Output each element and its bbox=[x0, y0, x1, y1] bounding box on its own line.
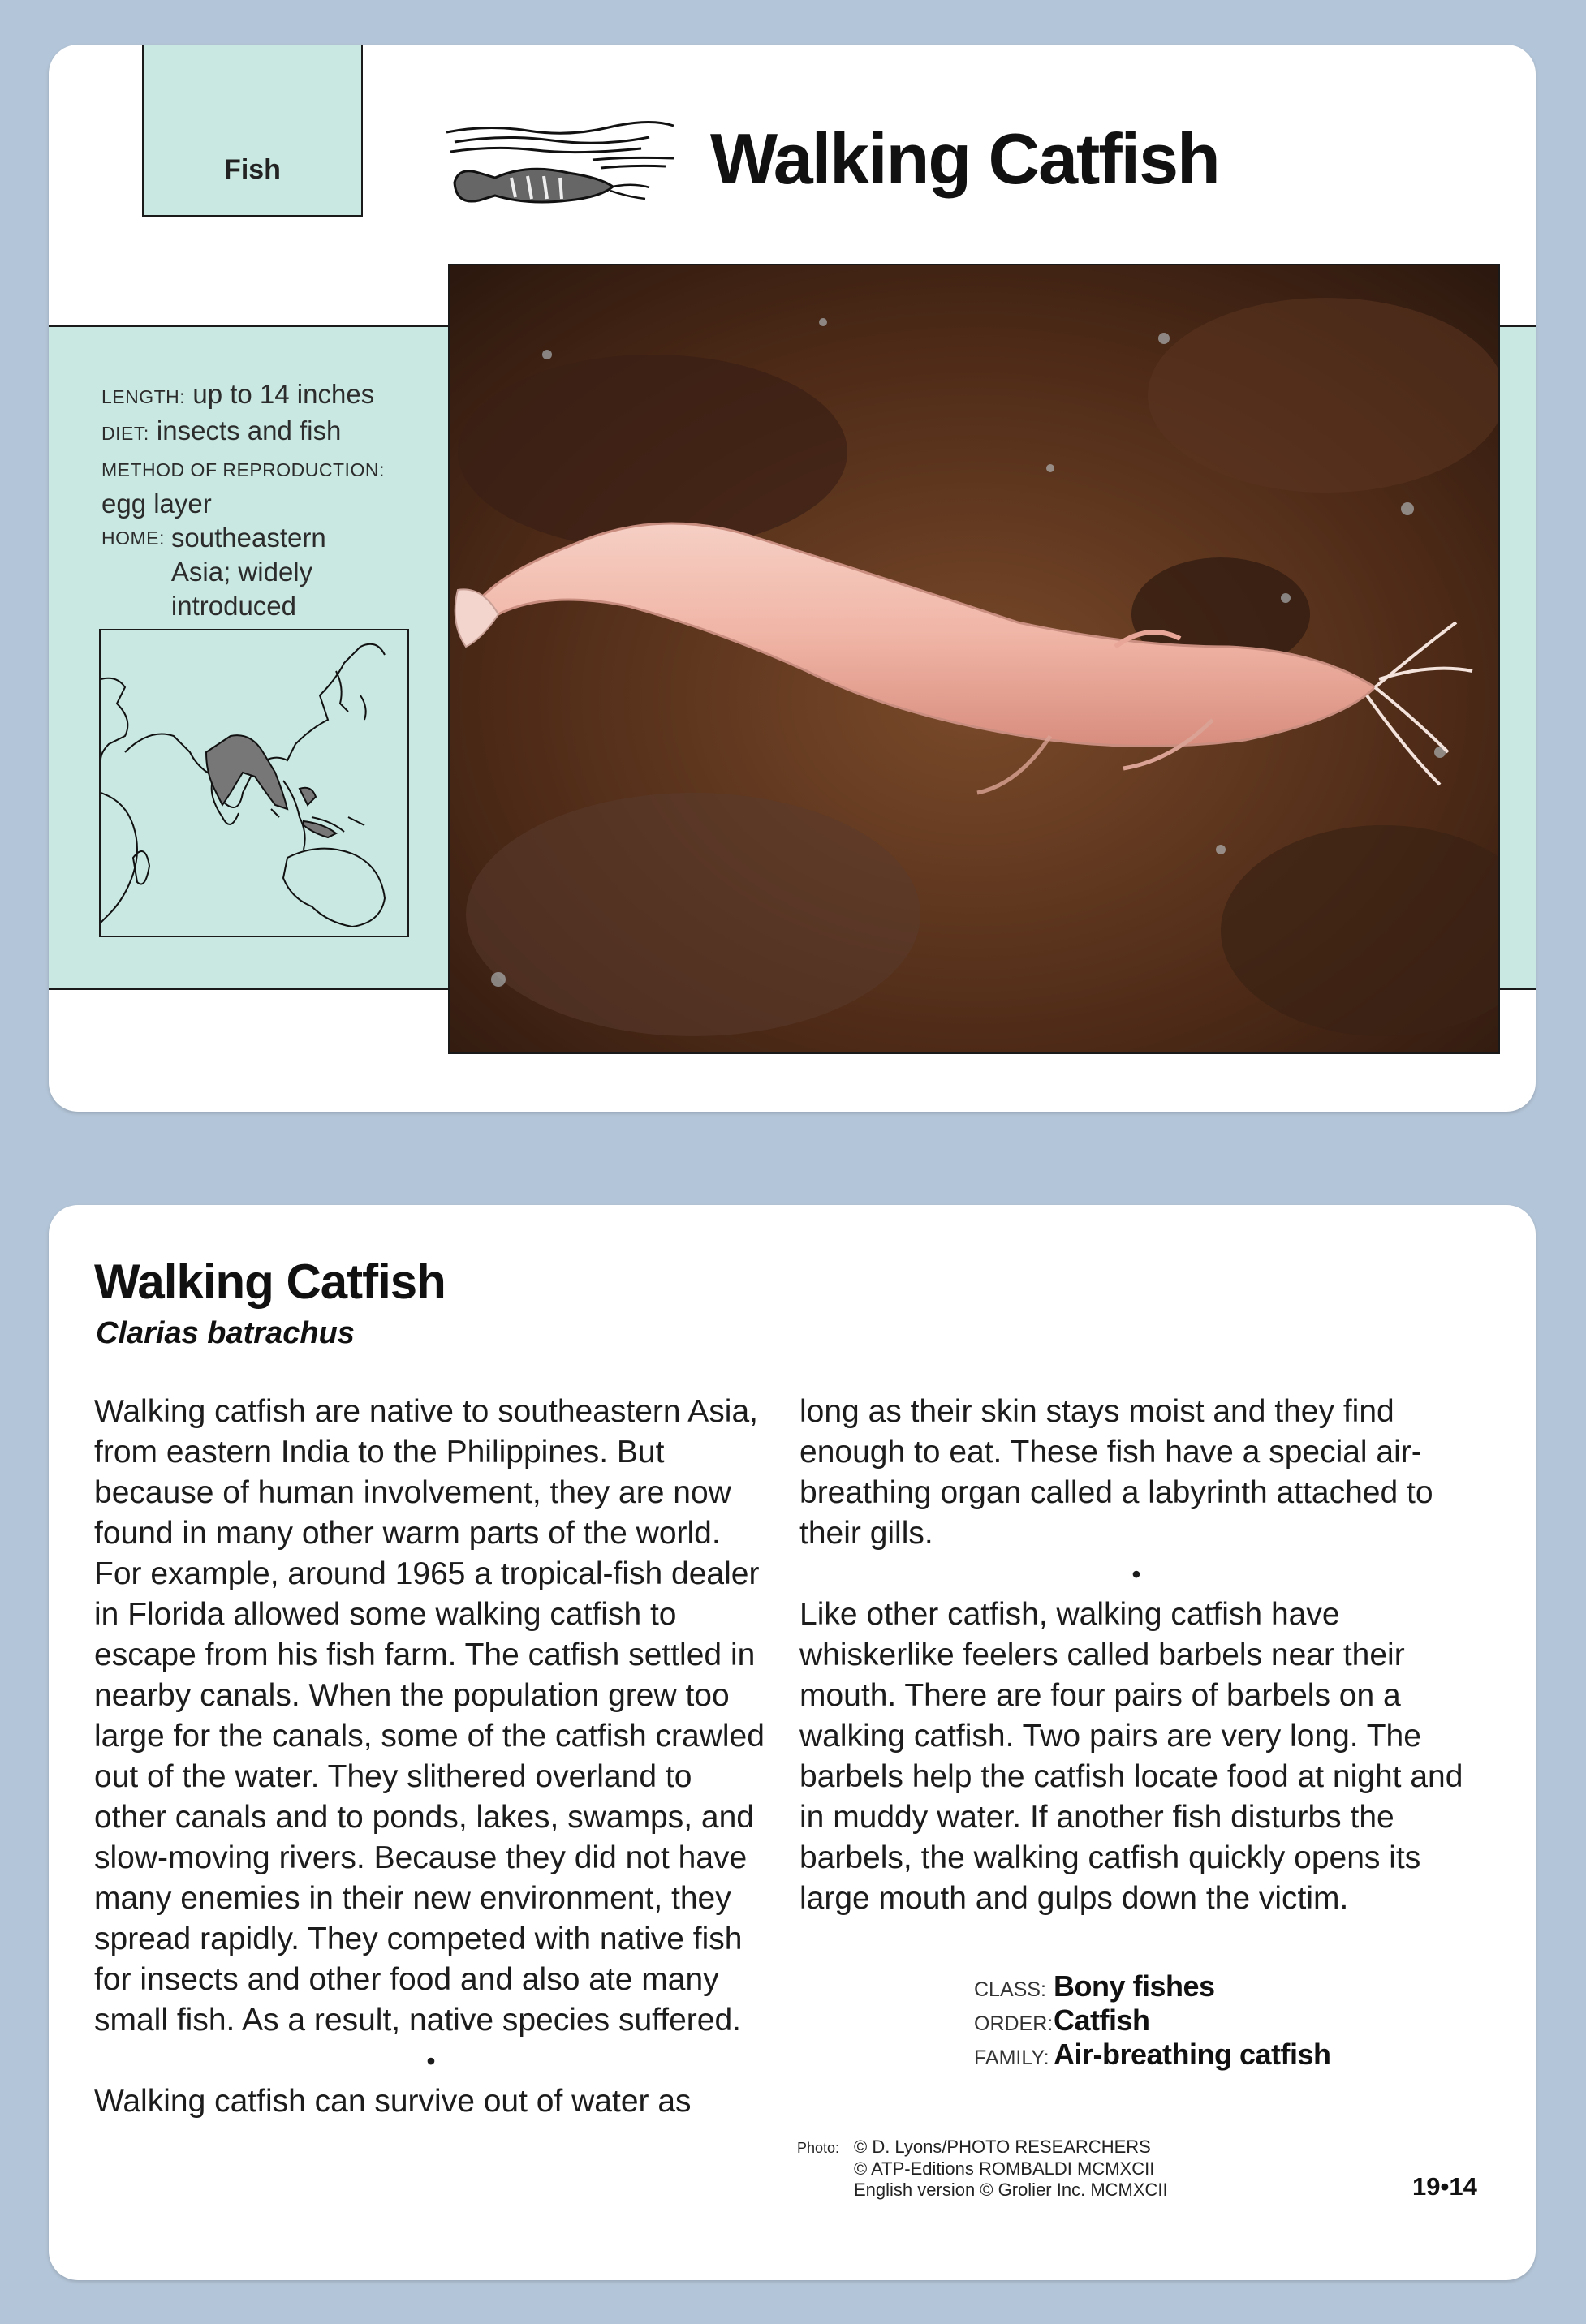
catfish-photo-image bbox=[450, 265, 1498, 1052]
fact-home: HOME: southeastern Asia; widely introduced elsewhere bbox=[101, 523, 326, 655]
taxonomy-class: CLASS: Bony fishes bbox=[974, 1969, 1215, 2003]
card-title: Walking Catfish bbox=[710, 118, 1219, 199]
taxonomy-family: FAMILY: Air-breathing catfish bbox=[974, 2038, 1331, 2071]
back-card bbox=[49, 1205, 1536, 2280]
category-label: Fish bbox=[224, 154, 281, 185]
front-card bbox=[49, 45, 1536, 1112]
facts-list bbox=[101, 377, 434, 657]
paragraph-separator: • bbox=[426, 2046, 436, 2076]
text-column-left bbox=[94, 1392, 768, 2122]
category-box bbox=[142, 45, 363, 217]
fact-reproduction: METHOD OF REPRODUCTION: egg layer bbox=[101, 459, 385, 519]
paragraph-separator: • bbox=[1131, 1560, 1141, 1589]
fact-diet: DIET: insects and fish bbox=[101, 415, 342, 445]
paragraph: Walking catfish can survive out of water as bbox=[94, 2084, 692, 2119]
back-title: Walking Catfish bbox=[94, 1255, 446, 1309]
paragraph: long as their skin stays moist and they find enough to eat. These fish have a special air-breathing organ called a labyrinth attached to their gills. bbox=[799, 1394, 1433, 1551]
range-map bbox=[99, 629, 409, 937]
card-code: 19•14 bbox=[1412, 2172, 1477, 2201]
fish-icon bbox=[438, 110, 682, 215]
text-column-right bbox=[799, 1392, 1473, 1919]
taxonomy-block bbox=[974, 1969, 1331, 2072]
paragraph: Like other catfish, walking catfish have whiskerlike feelers called barbels near their mouth. There are four pairs of barbels on a walking catfish. Two pairs are very long. The barbels help the catfish locate food at night and in muddy water. If another fish disturbs the barbels, the walking catfish quickly opens its large mouth and gulps down the victim. bbox=[799, 1597, 1463, 1916]
taxonomy-order: ORDER:Catfish bbox=[974, 2003, 1150, 2037]
paragraph: Walking catfish are native to southeastern Asia, from eastern India to the Philippines. But because of human involvement, they are now found in many other warm parts of the world. For example, around 1965 a tropical-fish dealer in Florida allowed some walking catfish to escape from his fish farm. The catfish settled in nearby canals. When the population grew too large for the canals, some of the catfish crawled out of the water. They slithered overland to other canals and to ponds, lakes, swamps, and slow-moving rivers. Because they did not have many enemies in their new environment, they spread rapidly. They competed with native fish for insects and other food and also ate many small fish. As a result, native species suffered. bbox=[94, 1394, 765, 2038]
catfish-photo bbox=[448, 264, 1500, 1054]
photo-credits: Photo: © D. Lyons/PHOTO RESEARCHERS © ATP-Editions ROMBALDI MCMXCII English version © Grolier Inc. MCMXCII bbox=[797, 2137, 1168, 2200]
fact-length: LENGTH: up to 14 inches bbox=[101, 379, 375, 409]
scientific-name: Clarias batrachus bbox=[96, 1316, 355, 1350]
